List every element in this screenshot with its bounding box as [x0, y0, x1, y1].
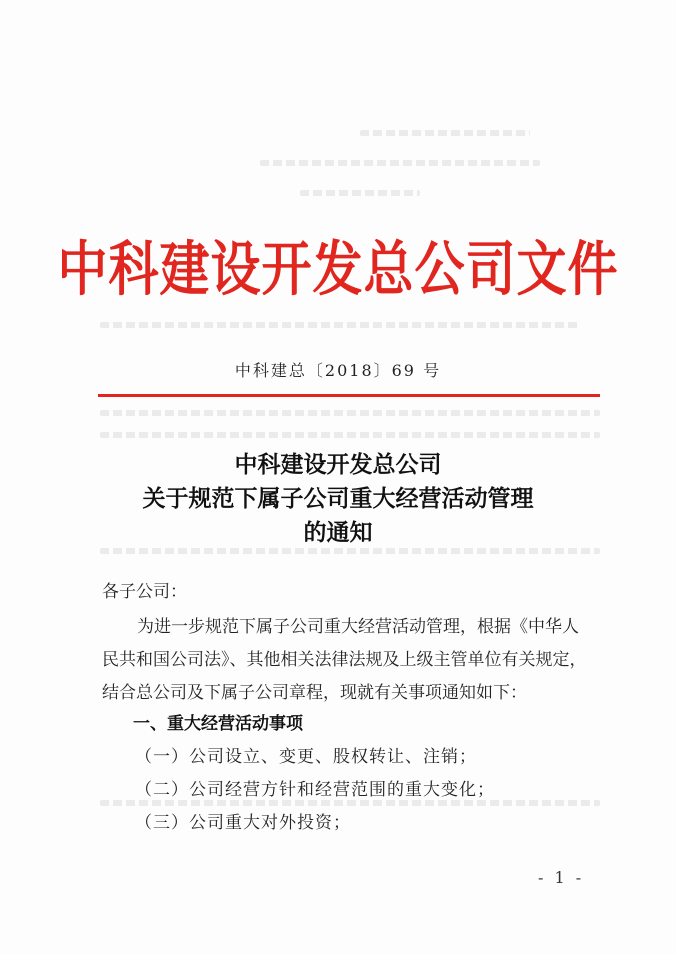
notice-title-line-1: 中科建设开发总公司 — [234, 451, 442, 478]
bleed-through-mark — [100, 800, 600, 806]
salutation: 各子公司： — [102, 582, 187, 602]
paragraph-line: 民共和国公司法》、其他相关法律法规及上级主管单位有关规定， — [102, 650, 587, 670]
document-header-title: 中科建设开发总公司文件 — [57, 234, 619, 304]
list-item: （二）公司经营方针和经营范围的重大变化； — [135, 780, 495, 800]
document-number: 中科建总〔2018〕69 号 — [234, 361, 442, 380]
bleed-through-mark — [100, 322, 580, 328]
red-divider-line — [98, 394, 600, 397]
bleed-through-mark — [260, 160, 540, 166]
page-number: - 1 - — [538, 868, 585, 887]
bleed-through-mark — [100, 410, 600, 416]
notice-title-line-3: 的通知 — [303, 519, 373, 546]
notice-title — [0, 448, 676, 550]
section-heading: 一、重大经营活动事项 — [133, 714, 303, 734]
paragraph-line: 结合总公司及下属子公司章程，现就有关事项通知如下： — [102, 683, 527, 703]
bleed-through-mark — [100, 432, 600, 438]
list-item: （一）公司设立、变更、股权转让、注销； — [135, 747, 477, 767]
bleed-through-mark — [360, 130, 530, 136]
list-item: （三）公司重大对外投资； — [135, 813, 351, 833]
bleed-through-mark — [300, 190, 420, 196]
paragraph-line: 为进一步规范下属子公司重大经营活动管理，根据《中华人 — [137, 617, 579, 637]
notice-title-line-2: 关于规范下属子公司重大经营活动管理 — [142, 485, 534, 512]
